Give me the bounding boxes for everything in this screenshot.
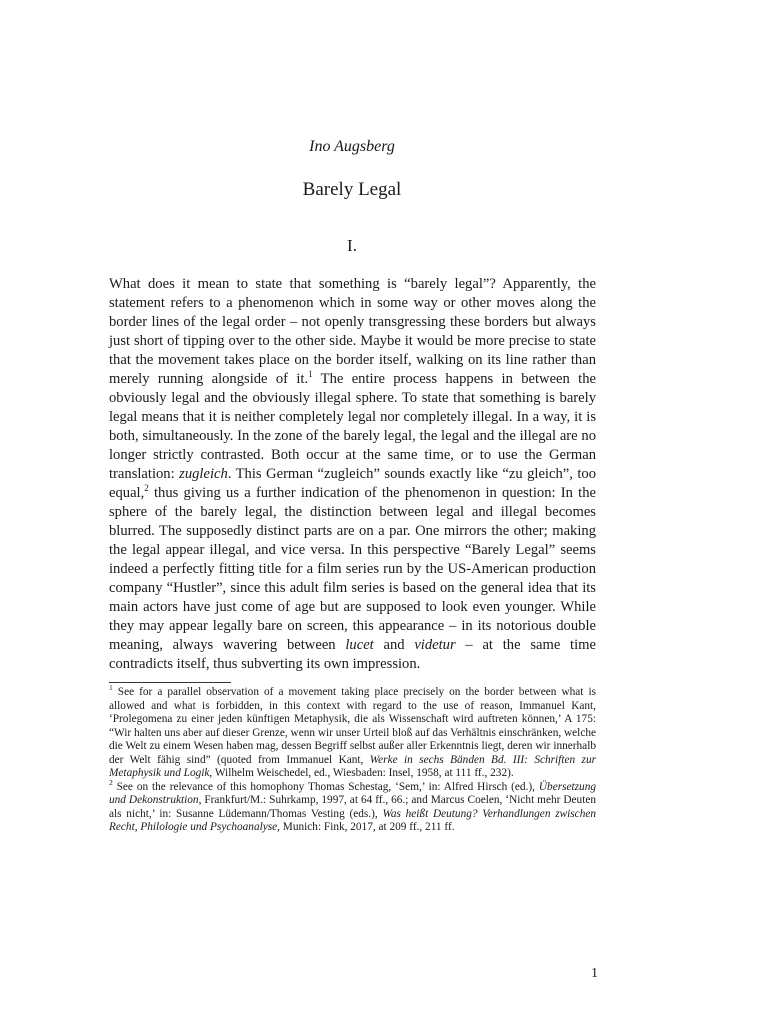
body-paragraph	[109, 275, 596, 674]
body-text-segment: thus giving us a further indication of the phenomenon in question: In the sphere of the barely legal, the distinction between legal and illegal becomes blurred. The supposedly distinct parts are on a par. One mirrors the other; making the legal appear illegal, and vice versa. In this perspective “Barely Legal” seems indeed a perfectly fitting title for a film series run by the US-American production company “Hustler”, since this adult film series is based on the general idea that its main actors have just come of age but are supposed to look even younger. While they may appear legally bare on screen, this appearance – in its notorious double meaning, always wavering between	[109, 485, 596, 653]
footnote-italic: Übersetzung und Dekonstruktion	[109, 780, 596, 806]
footnote-mark-2: 2	[109, 777, 113, 787]
body-italic-term: zugleich	[179, 466, 228, 482]
footnote-reference-1[interactable]: 1	[308, 369, 313, 380]
footnote-2	[109, 777, 597, 835]
footnote-italic: Werke in sechs Bänden Bd. III: Schriften zur Metaphysik und Logik	[109, 753, 596, 779]
body-text-segment: The entire process happens in between the obviously legal and the obviously illegal sphere. To state that something is barely legal means that it is neither completely legal nor completely illegal. In a way, it is both, simultaneously. In the zone of the barely legal, the legal and the illegal are no longer strictly contrasted. Both occur at the same time, or to use the German translation:	[109, 371, 596, 482]
section-heading: I.	[347, 236, 357, 255]
footnote-text: See for a parallel observation of a movement taking place precisely on the border between what is allowed and what is forbidden, in this context with regard to the use of reason, Immanuel Kant, ‘Prolegomena zu einer jeden künftigen Metaphysik, die als Wissenschaft wird auftreten können,’ A 175: “Wir halten uns aber auf dieser Grenze, wenn wir unser Urteil bloß auf das Verhältnis einschränken, welche die Welt zu einem Wesen haben mag, dessen Begriff selbst außer aller Erkenntnis liegt, deren wir innerhalb der Welt fähig sind” (quoted from Immanuel Kant,	[109, 686, 596, 766]
footnote-text: , Munich: Fink, 2017, at 209 ff., 211 ff.	[277, 821, 455, 833]
page-number: 1	[591, 966, 598, 981]
body-text-segment: – at the same time contradicts itself, thus subverting its own impression.	[109, 637, 596, 672]
body-text-segment: What does it mean to state that something is “barely legal”? Apparently, the statement refers to a phenomenon which in some way or other moves along the border lines of the legal order – not openly transgressing these borders but always just short of tipping over to the other side. Maybe it would be more precise to state that the movement takes place on the border itself, walking on its line rather than merely running alongside of it.	[109, 276, 596, 387]
footnote-text: , Frankfurt/M.: Suhrkamp, 1997, at 64 ff., 66.; and Marcus Coelen, ‘Nicht mehr Deuten als nicht,’ in: Susanne Lüdemann/Thomas Vesting (eds.),	[109, 794, 596, 820]
footnote-rule	[109, 682, 231, 683]
footnote-reference-2[interactable]: 2	[144, 483, 149, 494]
paper-title: Barely Legal	[302, 179, 402, 200]
footnote-text: , Wilhelm Weischedel, ed., Wiesbaden: Insel, 1958, at 111 ff., 232).	[209, 767, 514, 779]
footnote-1	[109, 683, 596, 781]
footnote-text: See on the relevance of this homophony Thomas Schestag, ‘Sem,’ in: Alfred Hirsch (ed.),	[112, 780, 539, 793]
body-italic-term: lucet	[345, 637, 374, 653]
body-text-segment: . This German “zugleich” sounds exactly like “zu gleich”, too equal,	[109, 466, 596, 501]
footnote-mark-1: 1	[109, 683, 113, 693]
author-name: Ino Augsberg	[309, 138, 395, 155]
body-text-segment: and	[373, 637, 415, 653]
body-italic-term: videtur	[414, 637, 456, 653]
footnotes	[109, 683, 597, 835]
footnote-italic: Was heißt Deutung? Verhandlungen zwischen Recht, Philologie und Psychoanalyse	[109, 807, 597, 833]
